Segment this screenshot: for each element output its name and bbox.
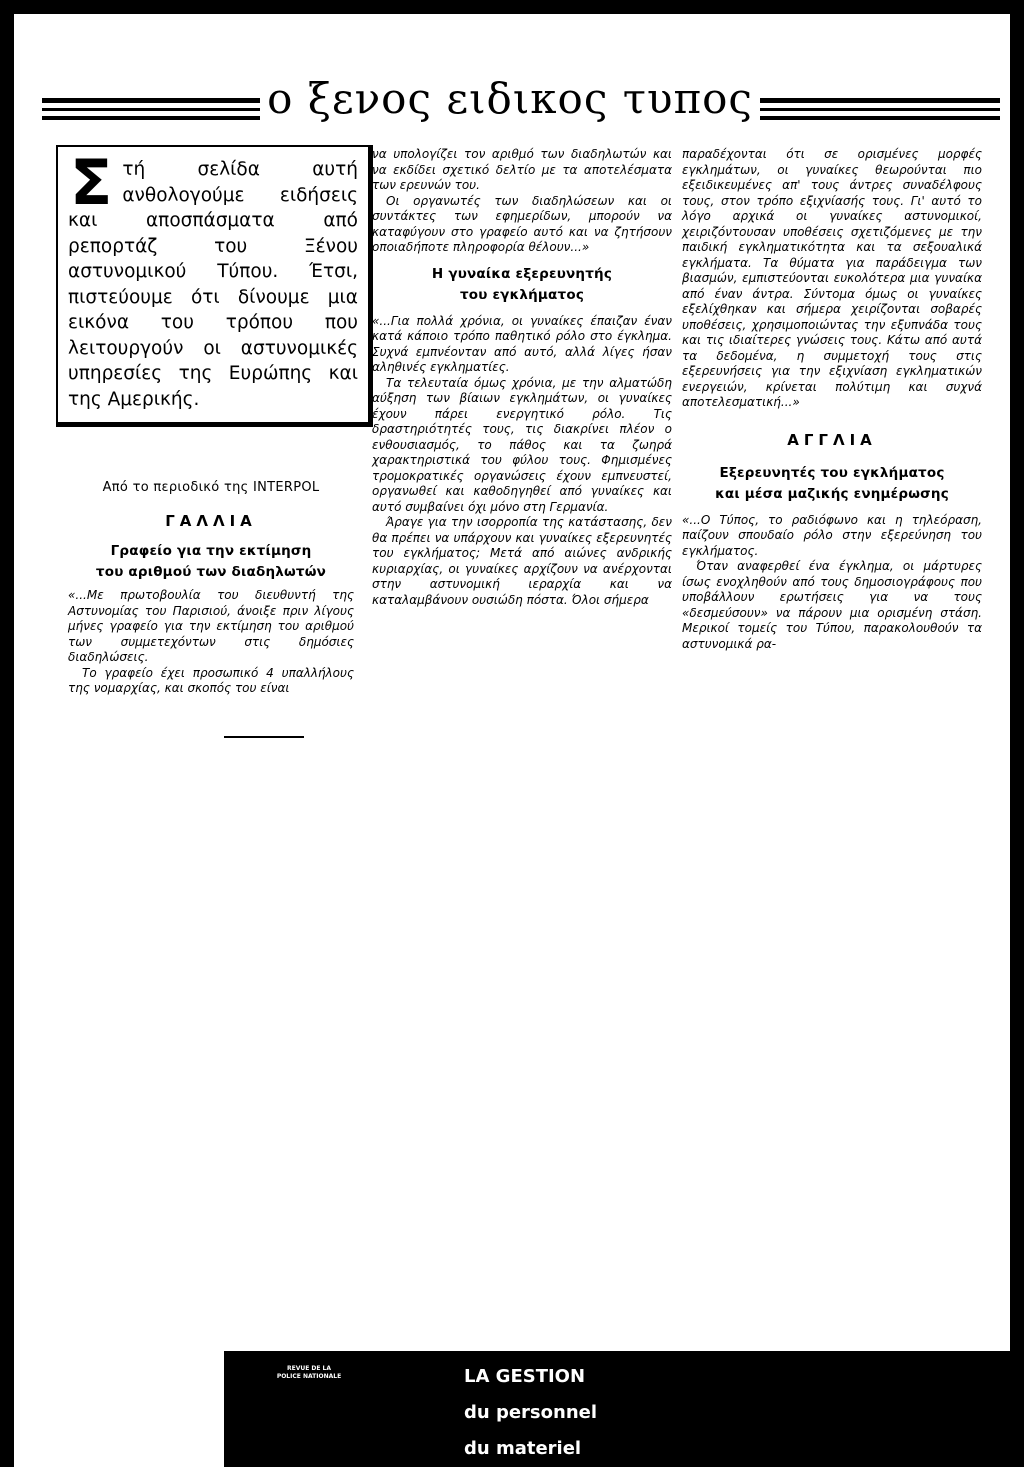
article-paragraph: παραδέχονται ότι σε ορισμένες μορφές εγκλημάτων, οι γυναίκες θεωρούνται πιο εξειδικευμένες απ' τους άντρες συναδέλφους τους, στον τρόπο εξιχνίασής τους. Γι' αυτό το λόγο αρχικά οι γυναίκες αστυνομικοί, χειριζόντουσαν υποθέσεις σχετιζόμενες με την παιδική εγκληματικότητα και τα σεξουαλικά εγκλήματα. Τα θύματα για παράδειγμα των βιασμών, εμπιστεύονται ευκολότερα μια γυναίκα από έναν άντρα. Σύντομα όμως οι γυναίκες εξελίχθηκαν και σήμερα χειρίζονται σοβαρές υποθέσεις, χρησιμοποιώντας την εξυπνάδα τους και τις ιδιαίτερες γνώσεις τους. Κάτω από αυτά τα δεδομένα, η συμμετοχή τους στις εξερευνήσεις για την εξιχνίαση εγκληματικών ενεργειών, κρίνεται πολύτιμη και συχνά αποτελεσματική...» — [682, 147, 982, 409]
article-heading: του εγκλήματος — [459, 286, 585, 303]
header-stripe — [42, 116, 260, 120]
magazine-cover-image — [224, 1351, 1010, 1467]
article-paragraph: «...Ο Τύπος, το ραδιόφωνο και η τηλεόραση, παίζουν σπουδαίο ρόλο στην εξερεύνηση του εγκλήματος. — [682, 512, 982, 558]
section-country: ΓΑΛΛΙΑ — [165, 512, 257, 530]
page — [14, 14, 1010, 1467]
image-title-line: du materiel — [464, 1438, 582, 1459]
column-rule — [224, 736, 304, 738]
article-heading: του αριθμού των διαδηλωτών — [95, 564, 327, 580]
image-title — [464, 1359, 597, 1467]
article-paragraph: «...Για πολλά χρόνια, οι γυναίκες έπαιζαν έναν κατά κάποιο τρόπο παθητικό ρόλο στο έγκλημα. Συχνά εμπνέονταν από αυτό, αλλά λίγες ήσαν αληθινές εγκληματίες. — [372, 313, 672, 374]
page-header — [14, 74, 1010, 154]
article-paragraph: να υπολογίζει τον αριθμό των διαδηλωτών και να εκδίδει σχετικό δελτίο με τα αποτελέσματα των ερευνών του. — [372, 147, 672, 192]
article-paragraph: Το γραφείο έχει προσωπικό 4 υπαλλήλους της νομαρχίας, και σκοπός του είναι — [68, 665, 354, 695]
intro-box — [56, 145, 373, 427]
source-line: Από το περιοδικό της INTERPOL — [102, 480, 320, 495]
image-title-line: LA GESTION — [464, 1366, 586, 1387]
article-heading: Γραφείο για την εκτίμηση — [110, 543, 312, 559]
column-right — [682, 147, 982, 652]
header-stripe — [42, 108, 260, 111]
article-paragraph: Άραγε για την ισορροπία της κατάστασης, δεν θα πρέπει να υπάρχουν και γυναίκες εξερευνητές του εγκλήματος; Μετά από αιώνες ανδρικής κυριαρχίας, οι γυναίκες αρχίζουν να ανέρχονται στην αστυνομική ιεραρχία και να καταλαμβάνουν ουσιώδη πόστα. Όλοι σήμερα — [372, 515, 672, 607]
header-stripe — [42, 98, 260, 103]
article-heading: Εξερευνητές του εγκλήματος — [719, 464, 945, 481]
image-caption — [274, 1365, 344, 1381]
caption-line: REVUE DE LA — [286, 1365, 332, 1372]
column-left — [68, 480, 354, 697]
caption-line: POLICE NATIONALE — [276, 1373, 342, 1380]
section-country: ΑΓΓΛΙΑ — [787, 430, 877, 449]
page-title: ο ξενος ειδικος τυπος — [267, 74, 753, 123]
header-stripe — [760, 116, 1000, 120]
article-heading: Η γυναίκα εξερευνητής — [431, 265, 613, 282]
article-paragraph: Όταν αναφερθεί ένα έγκλημα, οι μάρτυρες ίσως ενοχληθούν από τους δημοσιογράφους που υποβάλλουν ερωτήσεις για να τους «δεσμεύσουν» να πάρουν μια ορισμένη στάση. Μερικοί τομείς του Τύπου, παρακολουθούν τα αστυνομικά ρα- — [682, 559, 982, 651]
image-title-line: du personnel — [464, 1402, 598, 1423]
intro-text: τή σελίδα αυτή ανθολογούμε ειδήσεις και αποσπάσματα από ρεπορτάζ του Ξένου αστυνομικού Τύπου. Έτσι, πιστεύουμε ότι δίνουμε μια εικόνα του τρόπου που λειτουργούν οι αστυνομικές υπηρεσίες της Ευρώπης και της Αμερικής. — [68, 159, 358, 410]
article-paragraph: Οι οργανωτές των διαδηλώσεων και οι συντάκτες των εφημερίδων, μπορούν να καταφύγουν στο γραφείο αυτό και να ζητήσουν οποιαδήποτε πληροφορία θέλουν...» — [372, 193, 672, 254]
article-paragraph: «...Με πρωτοβουλία του διευθυντή της Αστυνομίας του Παρισιού, άνοιξε πριν λίγους μήνες γραφείο για την εκτίμηση του αριθμού των συμμετεχόντων στις δημόσιες διαδηλώσεις. — [68, 588, 354, 664]
header-stripe — [760, 98, 1000, 103]
header-stripe — [760, 108, 1000, 111]
article-paragraph: Τα τελευταία όμως χρόνια, με την αλματώδη αύξηση των βίαιων εγκλημάτων, οι γυναίκες έχουν πάρει ενεργητικό ρόλο. Τις δραστηριότητές τους, τις διακρίνει πλέον ο ενθουσιασμός, το πάθος και τα ζωηρά χαρακτηριστικά του φύλου τους. Φημισμένες τρομοκρατικές οργανώσεις έχουν εμπνευστεί, οργανωθεί και καθοδηγηθεί από γυναίκες και αυτό συμβαίνει όχι μόνο στη Γερμανία. — [372, 375, 672, 514]
drop-cap: Σ — [70, 146, 113, 219]
column-middle — [372, 147, 672, 608]
article-heading: και μέσα μαζικής ενημέρωσης — [715, 485, 949, 502]
